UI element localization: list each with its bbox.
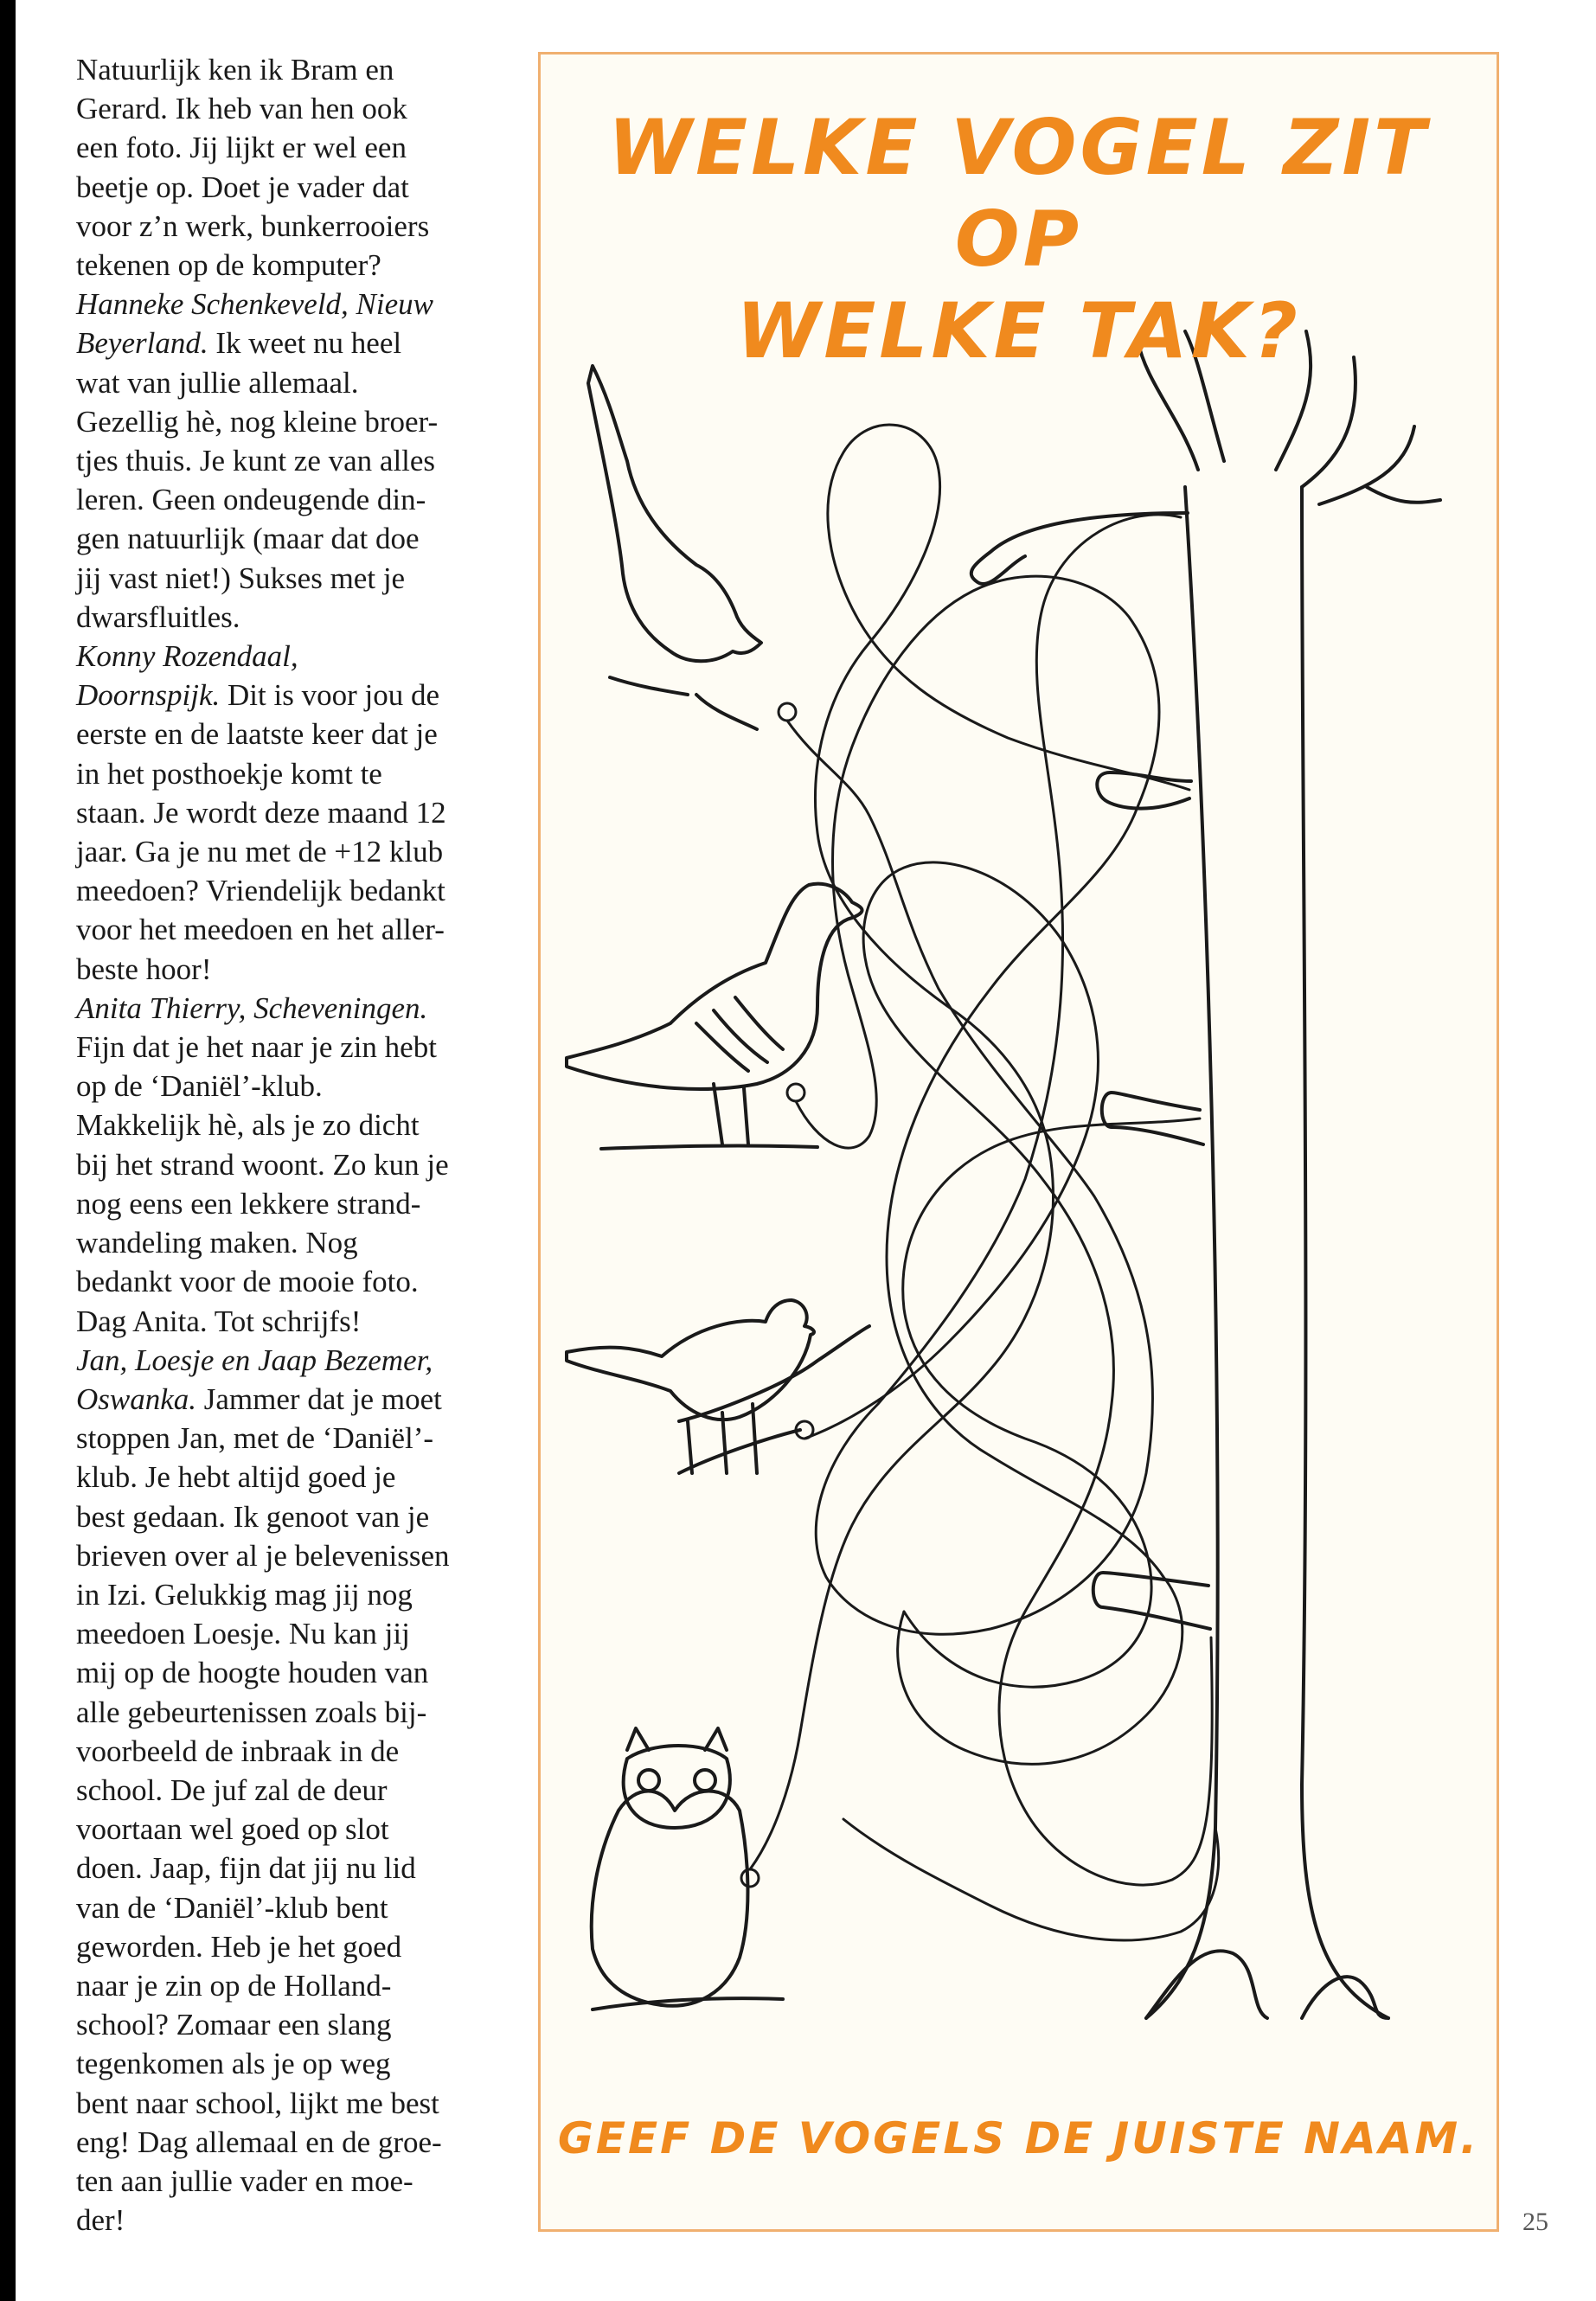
column-line <box>76 598 513 637</box>
column-line <box>76 402 513 441</box>
column-text: jij vast niet!) Sukses met je <box>76 561 406 595</box>
column-text: klub. Je hebt altijd goed je <box>76 1460 396 1495</box>
column-line <box>76 1575 513 1614</box>
column-text: eng! Dag allemaal en de groe- <box>76 2125 442 2159</box>
column-text: voorbeeld de inbraak in de <box>76 1734 400 1768</box>
column-line <box>76 676 513 715</box>
title-line-2: WELKE TAK? <box>736 286 1301 375</box>
pigeon-bird <box>567 884 862 1149</box>
column-line <box>76 1028 513 1067</box>
column-text: best gedaan. Ik genoot van je <box>76 1499 430 1534</box>
column-text: tjes thuis. Je kunt ze van alles <box>76 444 436 478</box>
column-line <box>76 754 513 793</box>
column-text: meedoen Loesje. Nu kan jij <box>76 1617 410 1651</box>
column-line <box>76 2044 513 2083</box>
column-line <box>76 1693 513 1732</box>
column-text: tekenen op de komputer? <box>76 248 381 283</box>
column-line <box>76 1380 513 1419</box>
column-line <box>76 2162 513 2201</box>
letter-writer-name: Hanneke Schenkeveld, Nieuw <box>76 287 434 322</box>
maze-paths <box>741 425 1219 1940</box>
column-line <box>76 89 513 128</box>
column-line <box>76 1966 513 2005</box>
letter-writer-name: Beyerland. <box>76 326 208 361</box>
column-line <box>76 1458 513 1497</box>
column-text: Jammer dat je moet <box>196 1381 442 1416</box>
column-text: school. De juf zal de deur <box>76 1772 388 1807</box>
column-text: meedoen? Vriendelijk bedankt <box>76 874 445 908</box>
column-text: Gezellig hè, nog kleine broer- <box>76 404 439 439</box>
column-line <box>76 793 513 832</box>
column-line <box>76 480 513 519</box>
column-line <box>76 1614 513 1653</box>
column-text: Gerard. Ik heb van hen ook <box>76 92 407 126</box>
letter-writer-name: Anita Thierry, Scheveningen. <box>76 990 428 1025</box>
title-line-1: WELKE VOGEL ZIT OP <box>607 103 1430 284</box>
column-text: doen. Jaap, fijn dat jij nu lid <box>76 1851 416 1886</box>
column-line <box>76 1497 513 1536</box>
maze-illustration <box>541 54 1499 2232</box>
column-text: voortaan wel goed op slot <box>76 1812 389 1847</box>
column-line <box>76 2005 513 2044</box>
column-line <box>76 363 513 402</box>
column-line <box>76 207 513 246</box>
column-text: alle gebeurtenissen zoals bij- <box>76 1695 427 1729</box>
column-line <box>76 1262 513 1301</box>
column-line <box>76 50 513 89</box>
column-text: in het posthoekje komt te <box>76 756 382 791</box>
letters-column <box>76 50 513 2240</box>
column-text: Ik weet nu heel <box>208 326 402 361</box>
column-line <box>76 1223 513 1262</box>
column-text: jaar. Ga je nu met de +12 klub <box>76 835 444 869</box>
column-text: brieven over al je belevenissen <box>76 1538 450 1573</box>
column-line <box>76 1888 513 1927</box>
letter-writer-name: Konny Rozendaal, <box>76 639 298 674</box>
column-line <box>76 989 513 1028</box>
puzzle-box <box>538 52 1499 2232</box>
puzzle-instruction: GEEF DE VOGELS DE JUISTE NAAM. <box>557 2113 1480 2163</box>
column-line <box>76 1536 513 1575</box>
column-line <box>76 324 513 362</box>
column-text: Makkelijk hè, als je zo dicht <box>76 1108 420 1143</box>
column-line <box>76 2084 513 2123</box>
column-line <box>76 1106 513 1144</box>
column-text: ten aan jullie vader en moe- <box>76 2163 413 2198</box>
column-line <box>76 441 513 480</box>
column-line <box>76 715 513 753</box>
column-line <box>76 1771 513 1810</box>
column-line <box>76 1849 513 1888</box>
column-text: bedankt voor de mooie foto. <box>76 1265 419 1299</box>
column-text: beste hoor! <box>76 952 212 986</box>
column-text: in Izi. Gelukkig mag jij nog <box>76 1577 413 1612</box>
page-number: 25 <box>1522 2208 1548 2236</box>
column-text: leren. Geen ondeugende din- <box>76 483 426 517</box>
column-line <box>76 519 513 558</box>
letter-writer-name: Jan, Loesje en Jaap Bezemer, <box>76 1343 433 1377</box>
letter-writer-name: Oswanka. <box>76 1381 197 1416</box>
column-line <box>76 1184 513 1223</box>
column-line <box>76 128 513 167</box>
column-text: dwarsfluitles. <box>76 599 240 634</box>
column-line <box>76 168 513 207</box>
wagtail-bird <box>588 366 761 729</box>
column-line <box>76 1653 513 1692</box>
column-text: mij op de hoogte houden van <box>76 1656 429 1690</box>
column-text: Dag Anita. Tot schrijfs! <box>76 1304 362 1338</box>
column-line <box>76 1732 513 1771</box>
column-line <box>76 1067 513 1106</box>
column-text: een foto. Jij lijkt er wel een <box>76 131 407 165</box>
column-text: wat van jullie allemaal. <box>76 365 359 400</box>
column-line <box>76 950 513 989</box>
column-line <box>76 2201 513 2240</box>
column-text: geworden. Heb je het goed <box>76 1929 402 1964</box>
column-text: eerste en de laatste keer dat je <box>76 717 438 752</box>
column-text: Fijn dat je het naar je zin hebt <box>76 1030 437 1065</box>
column-text: stoppen Jan, met de ‘Daniël’- <box>76 1421 434 1456</box>
column-text: der! <box>76 2203 125 2238</box>
column-text: Dit is voor jou de <box>220 678 439 713</box>
column-line <box>76 1927 513 1966</box>
column-line <box>76 559 513 598</box>
column-line <box>76 1810 513 1849</box>
letter-writer-name: Doornspijk. <box>76 678 221 713</box>
column-line <box>76 910 513 949</box>
small-songbird <box>567 1300 869 1473</box>
column-line <box>76 285 513 324</box>
column-text: tegenkomen als je op weg <box>76 2047 391 2081</box>
column-text: school? Zomaar een slang <box>76 2008 392 2042</box>
page-edge-bar <box>0 0 16 2301</box>
column-text: bent naar school, lijkt me best <box>76 2086 439 2120</box>
column-line <box>76 1419 513 1458</box>
column-text: naar je zin op de Holland- <box>76 1968 392 2003</box>
column-text: staan. Je wordt deze maand 12 <box>76 795 446 830</box>
column-line <box>76 871 513 910</box>
owl-bird <box>592 1728 783 2009</box>
column-text: beetje op. Doet je vader dat <box>76 170 409 204</box>
puzzle-title <box>541 102 1497 377</box>
column-line <box>76 246 513 285</box>
column-text: nog eens een lekkere strand- <box>76 1186 421 1221</box>
column-line <box>76 1145 513 1184</box>
column-text: voor het meedoen en het aller- <box>76 913 445 947</box>
column-text: gen natuurlijk (maar dat doe <box>76 522 420 556</box>
column-text: voor z’n werk, bunkerrooiers <box>76 208 430 243</box>
column-line <box>76 637 513 676</box>
column-line <box>76 1341 513 1380</box>
column-line <box>76 2123 513 2162</box>
column-text: wandeling maken. Nog <box>76 1226 358 1260</box>
column-text: van de ‘Daniël’-klub bent <box>76 1890 388 1925</box>
column-text: Natuurlijk ken ik Bram en <box>76 53 394 87</box>
column-text: bij het strand woont. Zo kun je <box>76 1147 449 1182</box>
column-line <box>76 832 513 871</box>
column-text: op de ‘Daniël’-klub. <box>76 1069 323 1104</box>
column-line <box>76 1302 513 1341</box>
